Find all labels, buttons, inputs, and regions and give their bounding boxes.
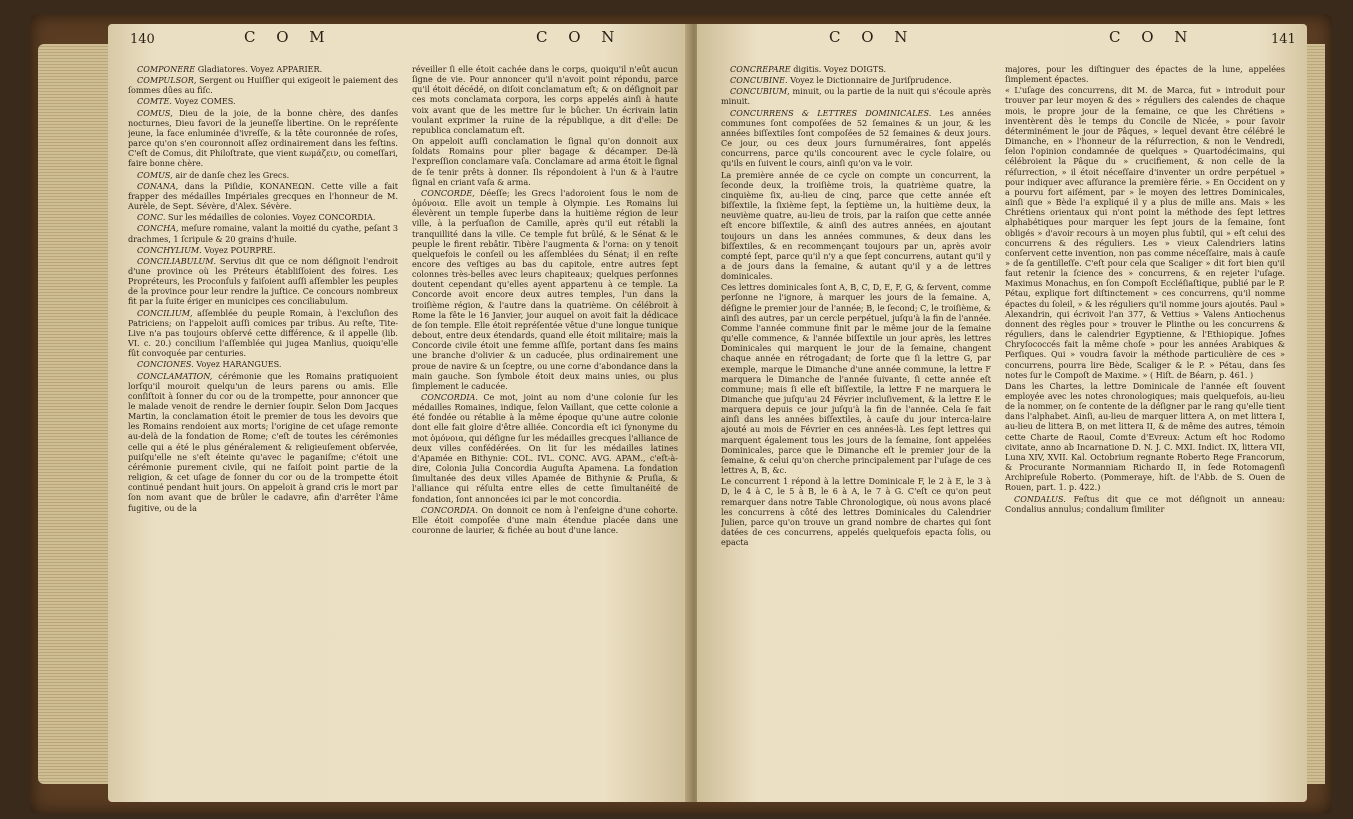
entry-paragraph bbox=[721, 86, 991, 106]
entry-text: digitis. Voyez DOIGTS. bbox=[790, 64, 887, 74]
entry-text: minuit, ou la partie de la nuit qui s'écoule après minuit. bbox=[721, 86, 991, 107]
entry-headword: COMPULSOR, bbox=[137, 75, 197, 86]
entry-text: On donnoit ce nom à l'enſeigne d'une cohorte. Elle étoit compoſée d'une main étendue placée dans une couronne de laurier, & fichée au bout d'une lance. bbox=[412, 504, 678, 536]
entry-headword: CONCIONES. bbox=[137, 359, 194, 370]
entry-text: majores, pour les diſtinguer des épactes de la lune, appelées ſimplement épactes. bbox=[1005, 64, 1285, 85]
running-head: C O N bbox=[829, 28, 916, 46]
right-page bbox=[697, 24, 1307, 802]
entry-text: Ce mot, joint au nom d'une colonie ſur les médailles Romaines, indique, ſelon Vaillant, que cette colonie a été fondée ou rétablie à la même époque qu'une autre colonie dont elle fait gloire d'être alliée. Concordia eſt ici ſynonyme du mot ὁμόνοια, qui déſigne ſur les médailles grecques l'alliance de deux villes confédérées. On lit ſur les médailles latines d'Apamée en Bithynie: COL. IVL. CONC. AVG. APAM., c'eſt-à-dire, Colonia Julia Concordia Auguſta Apamena. La fondation ſimultanée des deux villes Apamée de Bithynie & Pruſia, & l'alliance qui réſulta entre elles de cette ſimultanéité de fondation, ſont annoncées ici par le mot concordia. bbox=[412, 392, 678, 504]
entry-text: cérémonie que les Romains pratiquoient lorſqu'il mouroit quelqu'un de leurs parens ou amis. Elle conſiſtoit à ſonner du cor ou de la trompette, pour annoncer que le malade venoit de rendre le dernier ſoupir. Selon Dom Jacques Martin, la conclamation étoit le premier de tous les devoirs que les Romains rendoient aux morts; l'origine de cet uſage remonte au-delà de la fondation de Rome; c'eſt de toutes les cérémonies celle qui a été le plus généralement & religieuſement obſervée, puiſqu'elle ne s'eſt éteinte qu'avec le paganiſme; c'étoit une cérémonie purement civile, qui ne faiſoit point partie de la religion, & cet uſage de ſonner du cor ou de la trompette étoit continué pendant huit jours. On appeloit à grand cris le mort par ſon nom avant que de brûler le cadavre, afin d'arrêter l'âme fugitive, ou de la bbox=[128, 370, 398, 513]
entry-text: Voyez COMES. bbox=[172, 96, 236, 107]
entry-paragraph bbox=[721, 75, 991, 85]
entry-text: Sergent ou Huiſſier qui exigeoit le paiement des ſommes dûes au fiſc. bbox=[128, 75, 398, 96]
entry-paragraph bbox=[128, 96, 398, 106]
entry-text: Gladiatores. Voyez APPARIER. bbox=[195, 64, 323, 74]
text-column bbox=[721, 64, 991, 798]
entry-headword: CONCURRENS & LETTRES DOMINICALES. bbox=[730, 107, 932, 118]
entry-paragraph bbox=[721, 108, 991, 169]
entry-text: Voyez POURPRE. bbox=[201, 244, 276, 255]
entry-headword: CONCHA, bbox=[137, 223, 179, 234]
entry-paragraph bbox=[128, 181, 398, 211]
page-number: 140 bbox=[130, 32, 155, 47]
entry-paragraph bbox=[412, 392, 678, 504]
entry-paragraph bbox=[128, 108, 398, 169]
entry-text: Voyez le Dictionnaire de Juriſprudence. bbox=[787, 75, 952, 86]
entry-paragraph bbox=[721, 64, 991, 74]
entry-paragraph bbox=[1005, 494, 1285, 514]
entry-text: Ces lettres dominicales ſont A, B, C, D, E, F, G, & ſervent, comme perſonne ne l'ignore, à marquer les jours de la ſemaine. A, déſigne le premier jour de l'année; B, le ſecond; C, le troiſième, & ainſi des autres, par un cercle perpétuel, juſqu'à la fin de l'année. Comme l'année commune finit par le même jour de la ſemaine qu'elle commence, & l'année biſſextile un jour après, les lettres Dominicales qui marquent le jour de la ſemaine, changent chaque année en rétrogadant; de ſorte que ſi la lettre G, par exemple, marque le Dimanche d'une année commune, la lettre F marquera le Dimanche de l'année ſuivante, ſi cette année eſt commune; mais ſi elle eſt biſſextile, la lettre F ne marquera le Dimanche que juſqu'au 24 Février incluſivement, & la lettre E le marquera depuis ce jour juſqu'à la fin de l'année. Cela ſe fait ainſi dans les années biſſextiles, à cauſe du jour interca-laire ajouté au mois de Février en ces années-là. Les ſept lettres qui marquent également tous les jours de la ſemaine, ſont appelées Dominicales, parce que le Dimanche eſt le premier jour de la ſemaine, & celui qu'on cherche principalement par l'uſage de ces lettres A, B, &c. bbox=[721, 282, 991, 476]
entry-paragraph bbox=[128, 371, 398, 513]
entry-headword: CONC. bbox=[137, 212, 166, 223]
entry-text: meſure romaine, valant la moitié du cyathe, peſant 3 drachmes, 1 ſcripule & 20 grains d'huile. bbox=[128, 223, 398, 244]
entry-paragraph bbox=[721, 170, 991, 282]
entry-headword: COMPONERE bbox=[137, 64, 196, 74]
entry-headword: CONCLAMATION, bbox=[137, 370, 213, 381]
entry-headword: CONCORDIA. bbox=[421, 504, 478, 515]
entry-text: dans la Piſidie, ΚΟΝΑΝΕΩΝ. Cette ville a fait frapper des médailles Impériales grecques en l'honneur de M. Aurèle, de Sept. Sévère, d'Alex. Sévère. bbox=[128, 180, 398, 212]
entry-headword: CONCILIUM, bbox=[137, 307, 193, 318]
entry-text: « L'uſage des concurrens, dit M. de Marca, fut » introduit pour trouver par leur moyen & des » réguliers des calendes de chaque mois, le propre jour de la ſemaine, ce que les Chrétiens » inventèrent dès le temps du Concile de Nicée, » pour ſavoir déterminément le jour de Pâques, » lequel devant être célébré le Dimanche, en » l'honneur de la réſurrection, & non le Vendredi, ſelon l'opinion condamnée de quelques » Quartodécimains, qui célébroient la Pâque du » crucifiement, & non celle de la réſurrection, » il étoit néceſſaire d'inventer un ordre perpétuel » pour indiquer avec aſſurance la première férie. » En Occident on y a pourvu fort aiſément, par » le moyen des lettres Dominicales, ainſi que » Bède l'a expliqué il y a plus de mille ans. Mais » les Chrétiens orientaux qui n'ont point la méthode des ſept lettres alphabétiques pour marquer les ſept jours de la ſemaine, ſont obligés » d'avoir recours à un moyen plus ſubtil, qui » eſt celui des concurrens & des réguliers. Les » vieux Calendriers latins conſervent cette invention, non pas comme néceſſaire, mais à cauſe » de ſa gentilleſſe. C'eſt pour cela que Scaliger » dit fort bien qu'il faut retenir la ſcience des » concurrens, & en rejeter l'uſage. Maximus Monachus, en ſon Compoſt Eccléſiaſtique, publié par le P. Pétau, explique fort diſtinctement » ces concurrens, qu'il nomme épactes du ſoleil, » & les réguliers qu'il nomme jours ajoutés. Paul » Alexandrin, qui écrivoit l'an 377, & Vettius » Valens Antiochenus donnent des règles pour » trouver le Plinthe ou les concurrens & réguliers, dans le calendrier Egyptienne, & l'Ethiopique. Jofnes Chryſococcés fait la même choſe » pour les années Arabiques & Perſiques. Qui » voudra ſavoir la méthode particulière de ces » concurrens, pourra lire Bède, Scaliger & le P. » Pétau, dans ſes notes ſur le Compoſt de Maxime. » ( Hiſt. de Béarn, p. 461. ) bbox=[1005, 85, 1285, 380]
entry-paragraph bbox=[128, 308, 398, 359]
entry-paragraph bbox=[412, 505, 678, 535]
entry-headword: CONCHYLIUM. bbox=[137, 244, 202, 255]
entry-headword: COMUS, bbox=[137, 107, 173, 118]
running-head: C O N bbox=[1109, 28, 1196, 46]
entry-text: Feſtus dit que ce mot déſignoit un anneau: Condalius annulus; condalium ſimiliter bbox=[1005, 493, 1285, 514]
entry-paragraph bbox=[128, 64, 398, 74]
text-column bbox=[128, 64, 398, 798]
entry-paragraph bbox=[412, 136, 678, 187]
entry-headword: CONANA, bbox=[137, 180, 179, 191]
entry-text: Servius dit que ce nom déſignoit l'endroit d'une province où les Préteurs établiſſoient des foires. Les Propréteurs, les Proconſuls y faiſoient auſſi aſſembler les peuples de la province pour leur rendre la juſtice. Ce concours nombreux fit par la ſuite ériger en municipes ces conciliabulum. bbox=[128, 255, 398, 307]
page-edges-left bbox=[38, 44, 108, 784]
entry-headword: CONDALUS. bbox=[1014, 493, 1066, 504]
entry-paragraph bbox=[128, 212, 398, 222]
entry-text: air de danſe chez les Grecs. bbox=[172, 169, 290, 180]
entry-text: Le concurrent 1 répond à la lettre Dominicale F, le 2 à E, le 3 à D, le 4 à C, le 5 à B, le 6 à A, le 7 à G. C'eſt ce qu'on peut remarquer dans notre Table Chronologique, où nous avons placé les concurrens à côté des lettres Dominicales du Calendrier Julien, parce qu'on trouve un grand nombre de chartes qui ſont datées de ces concurrens, appelés quelquefois epacta ſolis, ou epacta bbox=[721, 476, 991, 548]
entry-paragraph bbox=[412, 64, 678, 135]
page-number: 141 bbox=[1271, 32, 1296, 47]
entry-text: On appeloit auſſi conclamation le ſignal qu'on donnoit aux ſoldats Romains pour plier bagage & décamper. De-là l'expreſſion conclamare vaſa. Conclamare ad arma étoit le ſignal de ſe tenir prêts à donner. Ils répondoient à l'un & à l'autre ſignal en criant vaſa & arma. bbox=[412, 136, 678, 187]
entry-paragraph bbox=[721, 282, 991, 475]
entry-paragraph bbox=[721, 476, 991, 547]
entry-paragraph bbox=[128, 75, 398, 95]
entry-headword: COMTE. bbox=[137, 96, 172, 107]
running-head: C O N bbox=[536, 28, 623, 46]
entry-text: réveiller ſi elle étoit cachée dans le corps, quoiqu'il n'eût aucun ſigne de vie. Pour annoncer qu'il n'avoit point répondu, parce qu'il étoit décédé, on diſoit conclamatum eſt; & on déſignoit par ces mots conclamata corpora, les corps appelés ainſi à haute voix avant que de les mettre ſur le bûcher. Un écrivain latin voulant exprimer la ruine de la république, a dit d'elle: De republica conclamatum eſt. bbox=[412, 64, 678, 135]
entry-headword: CONCREPARE bbox=[730, 64, 791, 74]
entry-paragraph bbox=[1005, 381, 1285, 493]
entry-paragraph bbox=[128, 245, 398, 255]
entry-headword: CONCORDIA. bbox=[421, 392, 478, 402]
entry-paragraph bbox=[128, 256, 398, 307]
entry-paragraph bbox=[128, 359, 398, 369]
text-column bbox=[412, 64, 678, 798]
entry-headword: CONCUBINE. bbox=[730, 75, 788, 86]
entry-text: Sur les médailles de colonies. Voyez CONCORDIA. bbox=[165, 212, 376, 223]
entry-text: La première année de ce cycle on compte un concurrent, la ſeconde deux, la troiſième trois, la quatrième quatre, la cinquième ſix, au-lieu de cinq, parce que cette année eſt biſſextile, la ſixième ſept, la ſeptième un, la huitième deux, la neuvième quatre, au-lieu de trois, par la raiſon que cette année eſt encore biſſextile, & ainſi des autres années, en ajoutant toujours un dans les années communes, & deux dans les biſſextiles, & en recommençant toujours par un, après avoir compté ſept, parce qu'il n'y a que ſept concurrens, autant qu'il y a de jours dans la ſemaine, & autant qu'il y a de lettres dominicales. bbox=[721, 169, 991, 282]
entry-text: Les années communes ſont compoſées de 52 ſemaines & un jour, & les années biſſextiles ſont compoſées de 52 ſemaines & deux jours. Ce jour, ou ces deux jours ſurnuméraires, ſont appelés concurrens, parce qu'ils concourent avec le cycle ſolaire, ou qu'ils en ſuivent le cours, ainſi qu'on va le voir. bbox=[721, 107, 991, 169]
entry-paragraph bbox=[128, 170, 398, 180]
entry-headword: COMUS, bbox=[137, 169, 173, 180]
running-head: C O M bbox=[244, 28, 333, 46]
entry-paragraph bbox=[1005, 85, 1285, 380]
entry-paragraph bbox=[1005, 64, 1285, 84]
entry-text: aſſemblée du peuple Romain, à l'excluſion des Patriciens; on l'appeloit auſſi comices par tribus. Au reſte, Tite-Live n'a pas toujours obſervé cette différence, & il appelle (lib. VI. c. 20.) concilium l'aſſemblée qui jugea Manlius, quoiqu'elle fût convoquée par centuries. bbox=[128, 307, 398, 359]
entry-paragraph bbox=[412, 188, 678, 391]
entry-paragraph bbox=[128, 223, 398, 243]
entry-headword: CONCUBIUM, bbox=[730, 86, 790, 97]
entry-text: Voyez HARANGUES. bbox=[193, 359, 282, 370]
entry-text: Dieu de la joie, de la bonne chère, des danſes nocturnes, Dieu favori de la jeuneſſe libertine. On le repréſente jeune, la face enluminée d'ivreſſe, & la tête couronnée de roſes, parce qu'on s'en couronnoit aſſez ordinairement dans les feſtins. C'eſt de Comus, dit Philoſtrate, que vient κωμάζειν, ou comeſſari, faire bonne chère. bbox=[128, 107, 398, 169]
entry-headword: CONCORDE, bbox=[421, 187, 475, 198]
page-edges-right bbox=[1307, 44, 1325, 784]
entry-text: Dans les Chartes, la lettre Dominicale de l'année eſt ſouvent employée avec les notes chronologiques; mais quelquefois, au-lieu de la nommer, on ſe contente de la déſigner par le rang qu'elle tient dans l'alphabet. Ainſi, au-lieu de marquer littera A, on met littera I, au-lieu de littera B, on met littera II, & de même des autres, témoin cette Charte de Raoul, Comte d'Evreux: Actum eſt hoc Rodomo civitate, anno ab Incarnatione D. N. J. C. MXI. Indict. IX, littera VII, Luna XIV, XVII. Kal. Octobrium regnante Roberto Rege Francorum, & Procurante Normanniam Richardo II, in ſede Rotomagenſi Archipreſule Roberto. (Pommeraye, hiſt. de l'Abb. de S. Ouen de Rouen, part. 1. p. 422.) bbox=[1005, 380, 1285, 493]
left-page bbox=[108, 24, 691, 802]
text-column bbox=[1005, 64, 1285, 798]
book bbox=[30, 14, 1332, 814]
entry-text: Déeſſe; les Grecs l'adoroient ſous le nom de ὁμόνοια. Elle avoit un temple à Olympie. Les Romains lui élevèrent un temple ſuperbe dans la huitième région de leur ville, à la perſuaſion de Camille, après qu'il eut rétabli la tranquillité dans la ville. Ce temple fut brûlé, & le Sénat & le peuple le firent rebâtir. Tibère l'augmenta & l'orna: on y tenoit quelquefois le conſeil ou les aſſemblées du Sénat; il en reſte encore des veſtiges au bas du capitole, entre autres ſept colonnes très-belles avec leurs chapiteaux; quelques perſonnes doutent cependant qu'elles ayent appartenu à ce temple. La Concorde avoit encore deux autres temples, l'un dans la troiſième région, & l'autre dans la quatrième. On célébroit à Rome la fête le 16 Janvier, jour auquel on avoit fait la dédicace de ſon temple. Elle étoit repréſentée vêtue d'une longue tunique debout, entre deux étendards, quand elle étoit militaire; mais la Concorde civile étoit une femme aſſiſe, portant dans ſes mains une branche d'olivier & un caducée, plus ordinairement une proue de navire & un ſceptre, ou une corne d'abondance dans la main gauche. Son ſymbole étoit deux mains unies, ou plus ſimplement le caducée. bbox=[412, 187, 678, 391]
entry-headword: CONCILIABULUM. bbox=[137, 255, 217, 266]
